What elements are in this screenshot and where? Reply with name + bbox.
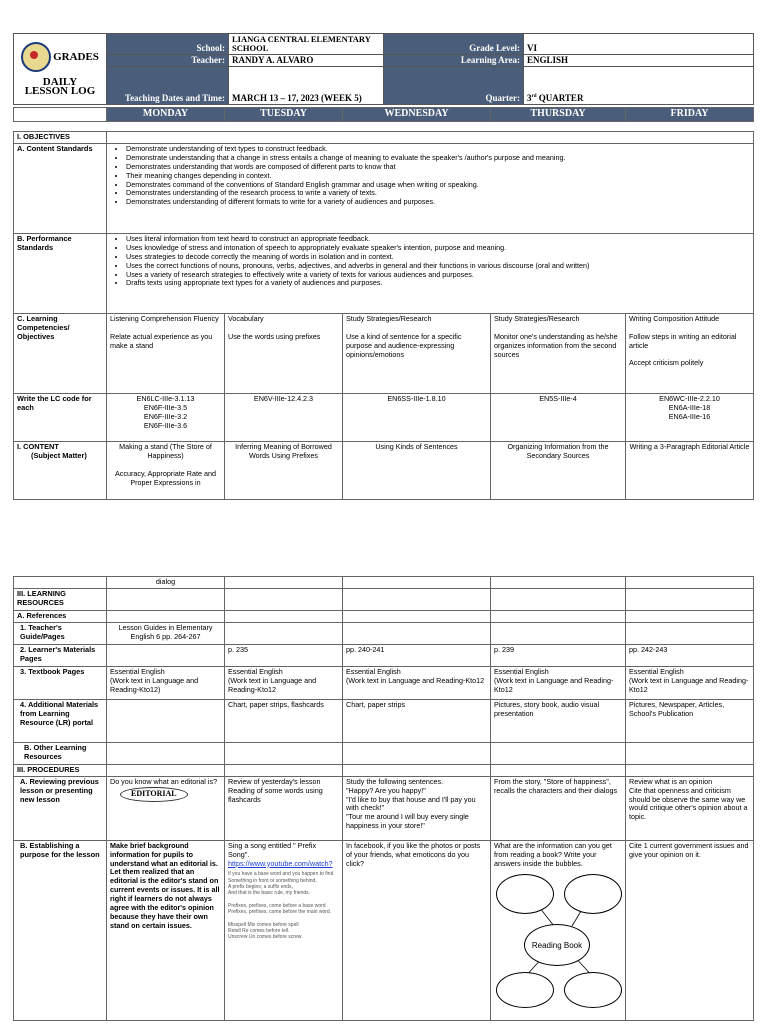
add-friday: Pictures, Newspaper, Articles, School's Publication	[626, 699, 754, 742]
content-label: I. CONTENT (Subject Matter)	[14, 441, 107, 499]
purpose-friday: Cite 1 current government issues and give your opinion on it.	[626, 840, 754, 1020]
song-line: Unscrew Un comes before screw.	[228, 934, 303, 941]
guide-monday: Lesson Guides in Elementary English 6 pp. 264-267	[107, 622, 225, 644]
bubble-bottom-right	[564, 972, 622, 1008]
add-tuesday: Chart, paper strips, flashcards	[225, 699, 343, 742]
learning-resources-label: III. LEARNING RESOURCES	[14, 588, 107, 610]
content-standard-item: • Demonstrate understanding of text types to construct feedback.	[126, 145, 750, 154]
day-friday: FRIDAY	[626, 108, 754, 122]
lc-code-label: Write the LC code for each	[14, 393, 107, 441]
song-line: A prefix begins; a suffix ends,	[228, 884, 293, 891]
content-standards-label: A. Content Standards	[14, 143, 107, 233]
lc-thursday: EN5S-IIIe-4	[491, 393, 626, 441]
performance-standards-label: B. Performance Standards	[14, 233, 107, 313]
song-line: Retell Re comes before tell.	[228, 928, 290, 935]
content-standard-item: • Demonstrates understanding that words are composed of different parts to know that	[126, 163, 750, 172]
add-wednesday: Chart, paper strips	[343, 699, 491, 742]
prefix-song-image	[228, 871, 339, 940]
purpose-label: B. Establishing a purpose for the lesson	[14, 840, 107, 1020]
tb-tuesday: Essential English (Work text in Language and Reading-Kto12	[225, 666, 343, 699]
day-monday: MONDAY	[107, 108, 225, 122]
content-standard-item: • Demonstrate understanding that a change in stress entails a change of meaning to evaluate the speaker's /author's purpose and meaning.	[126, 154, 750, 163]
tb-friday: Essential English (Work text in Language and Reading-Kto12	[626, 666, 754, 699]
lm-tuesday: p. 235	[225, 644, 343, 666]
performance-standard-item: • Uses a variety of research strategies to effectively write a variety of texts for various audiences and purposes.	[126, 271, 750, 280]
day-wednesday: WEDNESDAY	[343, 108, 491, 122]
song-line: Something in front or something behind,	[228, 877, 317, 884]
logo-cell	[14, 34, 107, 105]
performance-standard-item: • Uses strategies to decode correctly the meaning of words in isolation and in context.	[126, 253, 750, 262]
performance-standard-item: • Drafts texts using appropriate text types for a variety of audiences and purposes.	[126, 279, 750, 288]
competency-friday: Writing Composition Attitude Follow steps in writing an editorial article Accept criticism politely	[626, 313, 754, 393]
quarter-value: 3rd QUARTER	[524, 67, 754, 105]
day-tuesday: TUESDAY	[225, 108, 343, 122]
textbook-label: 3. Textbook Pages	[14, 666, 107, 699]
performance-standard-item: • Uses literal information from text heard to construct an appropriate feedback.	[126, 235, 750, 244]
song-line: And that is the basic rule, my friends.	[228, 890, 310, 897]
objectives-table	[13, 131, 754, 500]
content-standards-list	[107, 143, 754, 233]
content-monday-cont: dialog	[107, 577, 225, 589]
youtube-link[interactable]: https://www.youtube.com/watch?	[228, 858, 333, 868]
procedures-label: III. PROCEDURES	[14, 764, 107, 776]
lm-wednesday: pp. 240-241	[343, 644, 491, 666]
competencies-label: C. Learning Competencies/ Objectives	[14, 313, 107, 393]
add-thursday: Pictures, story book, audio visual presentation	[491, 699, 626, 742]
content-wednesday: Using Kinds of Sentences	[343, 441, 491, 499]
dates-label: Teaching Dates and Time:	[107, 67, 229, 105]
performance-standard-item: • Uses the correct functions of nouns, pronouns, verbs, adjectives, and adverbs in general and their functions in various discourse (oral and written)	[126, 262, 750, 271]
quarter-label: Quarter:	[384, 67, 524, 105]
content-thursday: Organizing Information from the Secondary Sources	[491, 441, 626, 499]
bubble-center: Reading Book	[524, 924, 590, 966]
objectives-label: I. OBJECTIVES	[14, 132, 107, 144]
lesson-log-title: LESSON LOG	[24, 85, 96, 97]
content-friday: Writing a 3-Paragraph Editorial Article	[626, 441, 754, 499]
lm-thursday: p. 239	[491, 644, 626, 666]
school-label: School:	[107, 34, 229, 55]
tb-wednesday: Essential English (Work text in Language and Reading-Kto12	[343, 666, 491, 699]
daily-title: DAILY	[42, 76, 78, 89]
school-value: LIANGA CENTRAL ELEMENTARY SCHOOL	[229, 34, 384, 55]
other-resources-label: B. Other Learning Resources	[14, 742, 107, 764]
day-thursday: THURSDAY	[491, 108, 626, 122]
grades-title: GRADES	[53, 50, 99, 63]
dates-value: MARCH 13 – 17, 2023 (WEEK 5)	[229, 67, 384, 105]
performance-standard-item: • Uses knowledge of stress and intonation of speech to appropriately evaluate speaker's intention, purpose and meaning.	[126, 244, 750, 253]
purpose-monday: Make brief background information for pupils to understand what an editorial is. Let them realized that an editorial is the editor's stand on current events or issues. It is all right if learners do not always agree with the editor's opinion because they have their own stand on certain issues.	[107, 840, 225, 1020]
bubble-bottom-left	[496, 972, 554, 1008]
review-thursday: From the story, "Store of happiness", recalls the characters and their dialogs	[491, 776, 626, 840]
references-label: A. References	[14, 610, 107, 622]
header-table	[13, 33, 754, 105]
lm-friday: pp. 242-243	[626, 644, 754, 666]
bubble-diagram	[494, 868, 622, 998]
song-line: Misspell Mis comes before spell	[228, 921, 299, 928]
lc-friday: EN6WC-IIIe-2.2.10 EN6A-IIIe-18 EN6A-IIIe-16	[626, 393, 754, 441]
content-tuesday: Inferring Meaning of Borrowed Words Using Prefixes	[225, 441, 343, 499]
grade-level-value: VI	[524, 34, 754, 55]
lc-wednesday: EN6SS-IIIe-1.8.10	[343, 393, 491, 441]
review-tuesday: Review of yesterday's lesson Reading of some words using flashcards	[225, 776, 343, 840]
purpose-thursday: What are the information can you get from reading a book? Write your answers inside the bubbles. Reading Book	[491, 840, 626, 1020]
song-line: Prefixes, prefixes, come before the main word.	[228, 909, 332, 916]
review-friday: Review what is an opinion Cite that openness and criticism should be observe the same way we would critique other's opinion about a topic.	[626, 776, 754, 840]
competency-wednesday: Study Strategies/Research Use a kind of sentence for a specific purpose and audience-expressing opinions/emotions	[343, 313, 491, 393]
content-standard-item: • Their meaning changes depending in context.	[126, 172, 750, 181]
editorial-graphic: EDITORIAL	[120, 787, 188, 802]
teacher-label: Teacher:	[107, 55, 229, 67]
deped-seal-icon	[21, 42, 51, 72]
performance-standards-list	[107, 233, 754, 313]
learning-area-value: ENGLISH	[524, 55, 754, 67]
teacher-guide-label: 1. Teacher's Guide/Pages	[14, 622, 107, 644]
review-wednesday: Study the following sentences. "Happy? Are you happy!" "I'd like to buy that house and I'll pay you with check!" "Tour me around I will buy every single happiness in your store!"	[343, 776, 491, 840]
song-line: If you have a base word and you happen to find	[228, 871, 334, 878]
tb-monday: Essential English (Work text in Language and Reading-Kto12)	[107, 666, 225, 699]
content-standard-item: • Demonstrates command of the conventions of Standard English grammar and usage when writing or speaking.	[126, 181, 750, 190]
review-monday: Do you know what an editorial is? EDITORIAL	[107, 776, 225, 840]
content-standard-item: • Demonstrates understanding of the research process to write a variety of texts.	[126, 189, 750, 198]
reviewing-label: A. Reviewing previous lesson or presenting new lesson	[14, 776, 107, 840]
competency-thursday: Study Strategies/Research Monitor one's understanding as he/she organizes information from the second sources	[491, 313, 626, 393]
purpose-wednesday: In facebook, if you like the photos or posts of your friends, what emoticons do you click?	[343, 840, 491, 1020]
purpose-tuesday: Sing a song entitled " Prefix Song". https://www.youtube.com/watch? If you have a base word and you happen to find Something in front or something behind, A prefix begins; a suffix ends, And that is the basic rule, my friends. Prefixes, prefixes, come before a base word Prefixes, prefixes, come before the main word. Misspell Mis comes before spell Retell Re comes before tell. Unscrew Un comes before screw.	[225, 840, 343, 1020]
tb-thursday: Essential English (Work text in Language and Reading-Kto12	[491, 666, 626, 699]
lc-monday: EN6LC-IIIe-3.1.13 EN6F-IIIe-3.5 EN6F-IIIe-3.2 EN6F-IIIe-3.6	[107, 393, 225, 441]
content-monday: Making a stand (The Store of Happiness) Accuracy, Appropriate Rate and Proper Expressions in	[107, 441, 225, 499]
lc-tuesday: EN6V-IIIe-12.4.2.3	[225, 393, 343, 441]
days-header	[13, 107, 754, 122]
teacher-value: RANDY A. ALVARO	[229, 55, 384, 67]
competency-monday: Listening Comprehension Fluency Relate actual experience as you make a stand	[107, 313, 225, 393]
song-line: Prefixes, prefixes, come before a base word	[228, 902, 326, 909]
additional-materials-label: 4. Additional Materials from Learning Resource (LR) portal	[14, 699, 107, 742]
resources-table	[13, 576, 754, 1021]
grade-level-label: Grade Level:	[384, 34, 524, 55]
learning-area-label: Learning Area:	[384, 55, 524, 67]
competency-tuesday: Vocabulary Use the words using prefixes	[225, 313, 343, 393]
content-standard-item: • Demonstrates understanding of different formats to write for a variety of audiences and purposes.	[126, 198, 750, 207]
learner-materials-label: 2. Learner's Materials Pages	[14, 644, 107, 666]
